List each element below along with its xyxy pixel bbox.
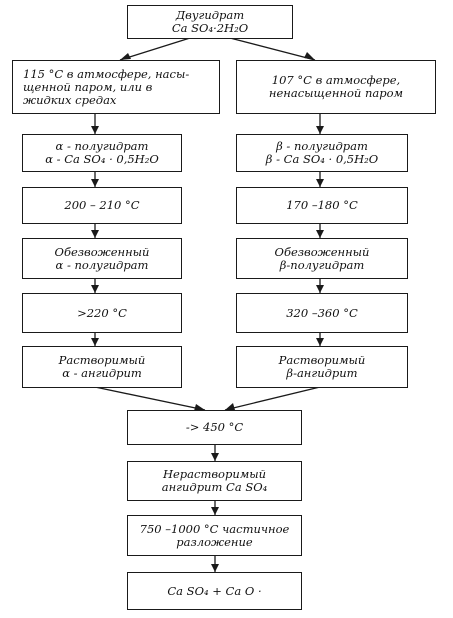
box-text-line: α - ангидрит (62, 366, 142, 380)
arrowhead (316, 179, 324, 187)
box-soluble-beta-anhydrite (236, 346, 408, 388)
box-temp-450 (127, 410, 302, 445)
box-left-condition (12, 60, 220, 114)
box-text-line: 115 °C в атмосфере, насы- (23, 66, 190, 81)
box-text-line: 200 – 210 °C (64, 198, 140, 212)
box-text-line: 170 –180 °C (286, 198, 358, 212)
box-text-line: Растворимый (58, 353, 146, 367)
box-text-line: α - полугидрат (55, 257, 149, 272)
connector-top-left (120, 38, 190, 60)
box-text-line: Ca SO₄·2H₂O (171, 21, 249, 35)
box-beta-hemihydrate (236, 134, 408, 172)
box-text-line: 320 –360 °C (286, 305, 358, 320)
box-text-line: -> 450 °C (185, 420, 244, 434)
box-text-line: β - Ca SO₄ · 0,5H₂O (265, 152, 379, 166)
box-text-line: ангидрит Ca SO₄ (161, 480, 268, 494)
box-text-line: Ca SO₄ + Ca O · (167, 583, 262, 598)
arrowhead (316, 126, 324, 134)
box-dihydrate (127, 5, 293, 39)
box-text-line: β - полугидрат (276, 139, 368, 153)
box-text-line: α - Ca SO₄ · 0,5H₂O (45, 152, 159, 166)
box-right-condition (236, 60, 436, 114)
box-temp-200-210 (22, 187, 182, 224)
box-text-line: Двугидрат (175, 8, 245, 22)
box-text-line: жидких средах (23, 92, 117, 107)
box-text-line: β-полугидрат (279, 257, 365, 272)
box-decomposition (127, 515, 302, 556)
arrowhead (91, 230, 99, 238)
box-text-line: 107 °C в атмосфере, (271, 73, 401, 87)
box-alpha-hemihydrate (22, 134, 182, 172)
arrowhead (91, 285, 99, 293)
box-text-line: β-ангидрит (286, 366, 358, 380)
box-text-line: Обезвоженный (274, 244, 370, 259)
arrowhead (120, 53, 131, 60)
connector-merge-right (225, 387, 320, 410)
box-text-line: разложение (176, 534, 253, 549)
arrowhead (91, 179, 99, 187)
arrowhead (91, 126, 99, 134)
arrowhead (304, 52, 315, 60)
arrowhead (225, 403, 235, 410)
box-text-line: щенной паром, или в (23, 79, 153, 94)
arrowhead (316, 338, 324, 346)
box-text-line: >220 °C (77, 305, 127, 320)
box-text-line: 750 –1000 °C частичное (139, 521, 290, 536)
box-dehydrated-beta (236, 238, 408, 279)
box-temp-220 (22, 293, 182, 333)
box-final-product (127, 572, 302, 610)
box-text-line: α - полугидрат (55, 139, 149, 153)
box-temp-320-360 (236, 293, 408, 333)
box-text-line: Обезвоженный (54, 244, 150, 259)
box-text-line: ненасыщенной паром (268, 86, 404, 100)
connector-merge-left (95, 387, 205, 410)
arrowhead (316, 230, 324, 238)
box-dehydrated-alpha (22, 238, 182, 279)
arrowhead (91, 338, 99, 346)
box-text-line: Нерастворимый (162, 467, 267, 481)
connector-top-right (230, 38, 315, 60)
arrowhead (211, 564, 219, 572)
arrowhead (211, 453, 219, 461)
box-soluble-alpha-anhydrite (22, 346, 182, 388)
box-insoluble-anhydrite (127, 461, 302, 501)
arrowhead (316, 285, 324, 293)
box-text-line: Растворимый (278, 353, 366, 367)
arrowhead (211, 507, 219, 515)
box-temp-170-180 (236, 187, 408, 224)
